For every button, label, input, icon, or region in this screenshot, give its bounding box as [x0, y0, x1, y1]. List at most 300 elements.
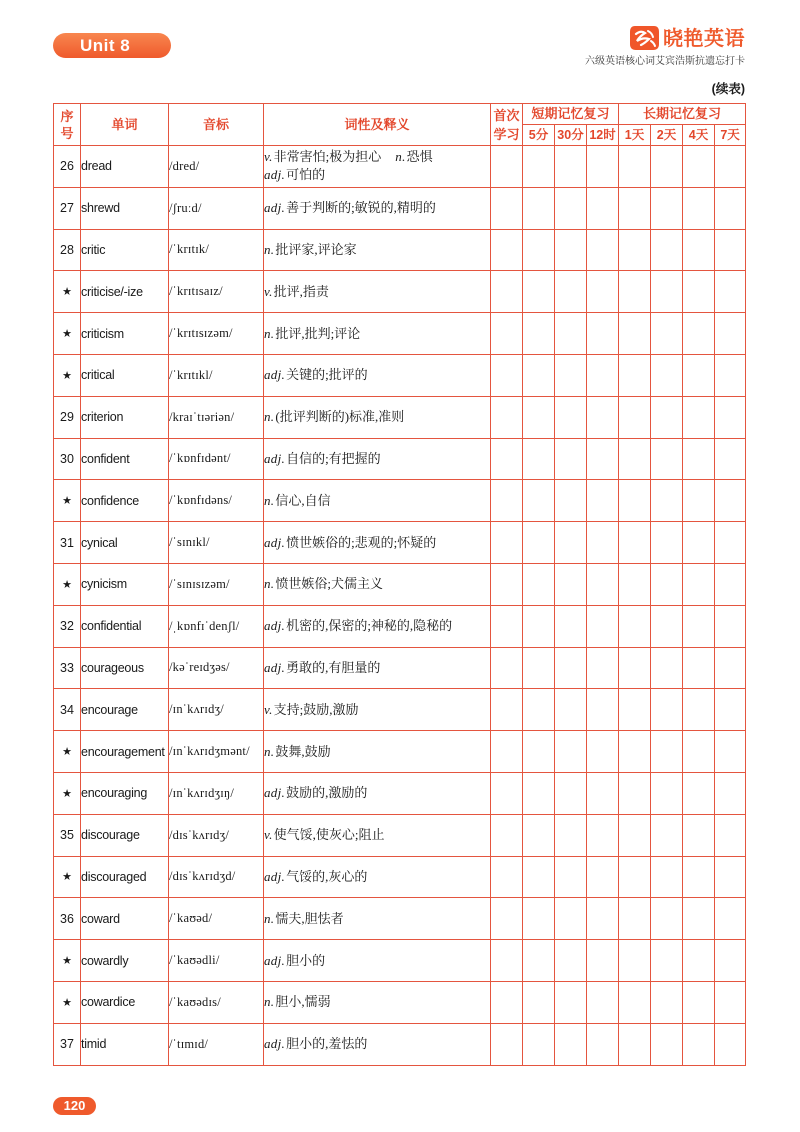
- definition-text: 信心,自信: [275, 492, 331, 508]
- continued-label: (续表): [711, 82, 745, 96]
- phonetic-cell: /ˈkaʊəd/: [169, 898, 264, 940]
- review-check-cell: [587, 856, 619, 898]
- review-check-cell: [587, 480, 619, 522]
- review-check-cell: [619, 229, 651, 271]
- review-check-cell: [619, 146, 651, 188]
- table-row: [54, 313, 746, 355]
- part-of-speech: adj.: [264, 450, 286, 466]
- col-header-word: 单词: [81, 104, 169, 146]
- definition-text: 非常害怕;极为担心: [273, 149, 382, 165]
- vocab-table: [53, 103, 746, 1066]
- review-check-cell: [587, 1023, 619, 1065]
- definition-line: [264, 826, 490, 844]
- definition-segment: [264, 326, 360, 341]
- review-check-cell: [523, 981, 555, 1023]
- review-check-cell: [491, 229, 523, 271]
- definition-segment: [264, 660, 380, 675]
- part-of-speech: v.: [264, 149, 273, 165]
- definition-text: 使气馁,使灰心;阻止: [273, 827, 385, 843]
- phonetic-cell: /ˈtɪmɪd/: [169, 1023, 264, 1065]
- table-row: [54, 396, 746, 438]
- review-check-cell: [651, 647, 683, 689]
- part-of-speech: adj.: [264, 200, 286, 216]
- review-check-cell: [683, 313, 715, 355]
- review-check-cell: [523, 313, 555, 355]
- review-check-cell: [587, 438, 619, 480]
- table-body: [54, 146, 746, 1066]
- interval-5min: 5分: [523, 125, 555, 146]
- definition-text: 批评,批判;评论: [275, 325, 361, 341]
- definition-cell: [264, 1023, 491, 1065]
- table-row: [54, 981, 746, 1023]
- interval-30min: 30分: [555, 125, 587, 146]
- phonetic-cell: /ˈkrɪtɪkl/: [169, 354, 264, 396]
- definition-line: [264, 199, 490, 217]
- row-number: 34: [54, 689, 81, 731]
- definition-cell: [264, 731, 491, 773]
- row-number: 32: [54, 605, 81, 647]
- review-check-cell: [651, 856, 683, 898]
- word-cell: timid: [81, 1023, 169, 1065]
- definition-cell: [264, 981, 491, 1023]
- definition-line: [264, 868, 490, 886]
- review-check-cell: [715, 898, 746, 940]
- review-check-cell: [683, 396, 715, 438]
- part-of-speech: adj.: [264, 868, 286, 884]
- interval-7day: 7天: [715, 125, 746, 146]
- review-check-cell: [619, 981, 651, 1023]
- derived-word-star-icon: ★: [54, 271, 81, 313]
- review-check-cell: [555, 229, 587, 271]
- review-check-cell: [683, 146, 715, 188]
- review-check-cell: [619, 940, 651, 982]
- part-of-speech: adj.: [264, 785, 286, 801]
- definition-line: [264, 283, 490, 301]
- table-row: [54, 647, 746, 689]
- review-check-cell: [491, 522, 523, 564]
- row-number: 28: [54, 229, 81, 271]
- table-row: [54, 856, 746, 898]
- review-check-cell: [651, 313, 683, 355]
- review-check-cell: [619, 354, 651, 396]
- definition-cell: [264, 354, 491, 396]
- table-row: [54, 731, 746, 773]
- interval-12h: 12时: [587, 125, 619, 146]
- word-cell: dread: [81, 146, 169, 188]
- col-header-long-term-review: 长期记忆复习: [619, 104, 746, 125]
- review-check-cell: [683, 772, 715, 814]
- phonetic-cell: /ʃruːd/: [169, 187, 264, 229]
- review-check-cell: [587, 731, 619, 773]
- unit-label: Unit 8: [53, 33, 171, 58]
- review-check-cell: [555, 522, 587, 564]
- phonetic-cell: /ˈsɪnɪsɪzəm/: [169, 563, 264, 605]
- table-row: [54, 438, 746, 480]
- word-cell: courageous: [81, 647, 169, 689]
- review-check-cell: [651, 898, 683, 940]
- word-cell: critic: [81, 229, 169, 271]
- word-cell: confidential: [81, 605, 169, 647]
- review-check-cell: [523, 898, 555, 940]
- definition-cell: [264, 772, 491, 814]
- word-cell: discourage: [81, 814, 169, 856]
- review-check-cell: [619, 480, 651, 522]
- definition-segment: [264, 618, 452, 633]
- review-check-cell: [651, 1023, 683, 1065]
- definition-cell: [264, 605, 491, 647]
- review-check-cell: [491, 981, 523, 1023]
- part-of-speech: n.: [395, 149, 406, 165]
- definition-segment: [264, 911, 344, 926]
- review-check-cell: [715, 438, 746, 480]
- review-check-cell: [683, 981, 715, 1023]
- review-check-cell: [651, 563, 683, 605]
- definition-text: 胆小的,羞怯的: [286, 1036, 368, 1052]
- review-check-cell: [523, 1023, 555, 1065]
- review-check-cell: [683, 731, 715, 773]
- col-header-short-term-review: 短期记忆复习: [523, 104, 619, 125]
- review-check-cell: [619, 856, 651, 898]
- review-check-cell: [715, 480, 746, 522]
- definition-segment: [264, 409, 404, 424]
- definition-text: (批评判断的)标准,准则: [275, 409, 405, 425]
- definition-segment: [264, 953, 325, 968]
- review-check-cell: [715, 856, 746, 898]
- review-check-cell: [715, 354, 746, 396]
- part-of-speech: adj.: [264, 1036, 286, 1052]
- review-check-cell: [587, 605, 619, 647]
- definition-text: 机密的,保密的;神秘的,隐秘的: [286, 618, 453, 634]
- review-check-cell: [715, 647, 746, 689]
- definition-cell: [264, 563, 491, 605]
- review-check-cell: [651, 396, 683, 438]
- review-check-cell: [619, 522, 651, 564]
- brand-logo-icon: [629, 24, 660, 52]
- definition-cell: [264, 438, 491, 480]
- col-header-index-label: 序号: [60, 108, 74, 141]
- review-check-cell: [651, 146, 683, 188]
- review-check-cell: [651, 354, 683, 396]
- interval-1day: 1天: [619, 125, 651, 146]
- review-check-cell: [683, 229, 715, 271]
- review-check-cell: [651, 981, 683, 1023]
- review-check-cell: [715, 689, 746, 731]
- derived-word-star-icon: ★: [54, 480, 81, 522]
- definition-segment: [264, 167, 325, 182]
- word-cell: encourage: [81, 689, 169, 731]
- definition-line: [264, 617, 490, 635]
- part-of-speech: n.: [264, 910, 275, 926]
- phonetic-cell: /dɪsˈkʌrɪdʒd/: [169, 856, 264, 898]
- definition-cell: [264, 647, 491, 689]
- review-check-cell: [587, 689, 619, 731]
- review-check-cell: [555, 689, 587, 731]
- row-number: 27: [54, 187, 81, 229]
- definition-cell: [264, 898, 491, 940]
- review-check-cell: [555, 981, 587, 1023]
- review-check-cell: [715, 522, 746, 564]
- review-check-cell: [683, 1023, 715, 1065]
- definition-segment: [395, 149, 432, 164]
- review-check-cell: [619, 689, 651, 731]
- part-of-speech: adj.: [264, 659, 286, 675]
- definition-text: 鼓舞,鼓励: [275, 743, 331, 759]
- definition-text: 批评,指责: [273, 283, 329, 299]
- part-of-speech: v.: [264, 283, 273, 299]
- row-number: 37: [54, 1023, 81, 1065]
- part-of-speech: n.: [264, 241, 275, 257]
- review-check-cell: [683, 187, 715, 229]
- review-check-cell: [715, 731, 746, 773]
- table-row: [54, 898, 746, 940]
- derived-word-star-icon: ★: [54, 563, 81, 605]
- definition-line: [264, 534, 490, 552]
- review-check-cell: [715, 187, 746, 229]
- definition-line: [264, 701, 490, 719]
- table-header: [54, 104, 746, 146]
- phonetic-cell: /ˈkaʊədli/: [169, 940, 264, 982]
- part-of-speech: n.: [264, 492, 275, 508]
- definition-cell: [264, 689, 491, 731]
- phonetic-cell: /ˈkrɪtɪsɪzəm/: [169, 313, 264, 355]
- definition-text: 鼓励的,激励的: [286, 785, 368, 801]
- review-check-cell: [555, 940, 587, 982]
- definition-text: 胆小,懦弱: [275, 994, 331, 1010]
- definition-segment: [264, 869, 367, 884]
- review-check-cell: [683, 898, 715, 940]
- review-check-cell: [651, 522, 683, 564]
- table-row: [54, 605, 746, 647]
- word-cell: coward: [81, 898, 169, 940]
- definition-cell: [264, 271, 491, 313]
- brand-logo: [629, 24, 745, 52]
- review-check-cell: [715, 146, 746, 188]
- review-check-cell: [555, 563, 587, 605]
- review-check-cell: [555, 480, 587, 522]
- definition-segment: [264, 744, 331, 759]
- definition-line: [264, 148, 490, 166]
- review-check-cell: [651, 187, 683, 229]
- review-check-cell: [651, 731, 683, 773]
- interval-2day: 2天: [651, 125, 683, 146]
- review-check-cell: [715, 229, 746, 271]
- review-check-cell: [587, 898, 619, 940]
- phonetic-cell: /ˈkɒnfɪdənt/: [169, 438, 264, 480]
- definition-line: [264, 450, 490, 468]
- phonetic-cell: /dred/: [169, 146, 264, 188]
- word-cell: critical: [81, 354, 169, 396]
- review-check-cell: [555, 605, 587, 647]
- review-check-cell: [683, 522, 715, 564]
- review-check-cell: [619, 396, 651, 438]
- review-check-cell: [491, 772, 523, 814]
- review-check-cell: [523, 647, 555, 689]
- part-of-speech: n.: [264, 743, 275, 759]
- definition-segment: [264, 827, 385, 842]
- definition-line: [264, 492, 490, 510]
- definition-segment: [264, 576, 383, 591]
- review-check-cell: [619, 271, 651, 313]
- review-check-cell: [619, 438, 651, 480]
- review-check-cell: [715, 981, 746, 1023]
- table-row: [54, 563, 746, 605]
- word-cell: cynical: [81, 522, 169, 564]
- phonetic-cell: /kraɪˈtɪəriən/: [169, 396, 264, 438]
- review-check-cell: [491, 856, 523, 898]
- phonetic-cell: /ˈkrɪtɪsaɪz/: [169, 271, 264, 313]
- definition-segment: [264, 702, 359, 717]
- definition-line: [264, 408, 490, 426]
- review-check-cell: [555, 396, 587, 438]
- definition-text: 关键的;批评的: [286, 367, 368, 383]
- part-of-speech: v.: [264, 701, 273, 717]
- table-row: [54, 772, 746, 814]
- review-check-cell: [587, 187, 619, 229]
- review-check-cell: [491, 689, 523, 731]
- review-check-cell: [523, 146, 555, 188]
- part-of-speech: v.: [264, 827, 273, 843]
- review-check-cell: [651, 940, 683, 982]
- row-number: 36: [54, 898, 81, 940]
- review-check-cell: [491, 187, 523, 229]
- table-row: [54, 146, 746, 188]
- phonetic-cell: /ɪnˈkʌrɪdʒmənt/: [169, 731, 264, 773]
- page-number: 120: [53, 1097, 96, 1115]
- phonetic-cell: /ɪnˈkʌrɪdʒɪŋ/: [169, 772, 264, 814]
- word-cell: criterion: [81, 396, 169, 438]
- col-header-definition: 词性及释义: [264, 104, 491, 146]
- part-of-speech: adj.: [264, 618, 286, 634]
- definition-line: [264, 1035, 490, 1053]
- col-header-index: [54, 104, 81, 146]
- review-check-cell: [523, 940, 555, 982]
- review-check-cell: [491, 814, 523, 856]
- review-check-cell: [523, 354, 555, 396]
- review-check-cell: [491, 396, 523, 438]
- definition-segment: [264, 994, 331, 1009]
- phonetic-cell: /ˈsɪnɪkl/: [169, 522, 264, 564]
- review-check-cell: [619, 772, 651, 814]
- table-row: [54, 354, 746, 396]
- review-check-cell: [715, 396, 746, 438]
- review-check-cell: [587, 313, 619, 355]
- review-check-cell: [523, 689, 555, 731]
- definition-cell: [264, 313, 491, 355]
- word-cell: shrewd: [81, 187, 169, 229]
- header-row: [54, 104, 746, 125]
- review-check-cell: [587, 354, 619, 396]
- review-check-cell: [555, 898, 587, 940]
- definition-text: 可怕的: [286, 167, 326, 183]
- word-cell: cowardly: [81, 940, 169, 982]
- definition-text: 懦夫,胆怯者: [275, 910, 344, 926]
- review-check-cell: [587, 647, 619, 689]
- definition-cell: [264, 396, 491, 438]
- definition-text: 胆小的: [286, 952, 326, 968]
- review-check-cell: [555, 772, 587, 814]
- definition-segment: [264, 785, 367, 800]
- review-check-cell: [683, 563, 715, 605]
- review-check-cell: [715, 772, 746, 814]
- part-of-speech: adj.: [264, 167, 286, 183]
- derived-word-star-icon: ★: [54, 940, 81, 982]
- review-check-cell: [619, 605, 651, 647]
- review-check-cell: [683, 647, 715, 689]
- review-check-cell: [491, 731, 523, 773]
- word-cell: encouragement: [81, 731, 169, 773]
- derived-word-star-icon: ★: [54, 731, 81, 773]
- review-check-cell: [683, 354, 715, 396]
- review-check-cell: [683, 271, 715, 313]
- phonetic-cell: /ˌkɒnfɪˈdenʃl/: [169, 605, 264, 647]
- review-check-cell: [523, 480, 555, 522]
- review-check-cell: [587, 981, 619, 1023]
- review-check-cell: [523, 187, 555, 229]
- review-check-cell: [587, 146, 619, 188]
- definition-text: 勇敢的,有胆量的: [286, 659, 381, 675]
- part-of-speech: n.: [264, 325, 275, 341]
- review-check-cell: [715, 271, 746, 313]
- definition-segment: [264, 284, 329, 299]
- table-row: [54, 187, 746, 229]
- definition-line: [264, 241, 490, 259]
- word-cell: criticise/-ize: [81, 271, 169, 313]
- review-check-cell: [715, 313, 746, 355]
- review-check-cell: [651, 271, 683, 313]
- part-of-speech: adj.: [264, 534, 286, 550]
- review-check-cell: [587, 229, 619, 271]
- definition-line: [264, 784, 490, 802]
- review-check-cell: [523, 396, 555, 438]
- part-of-speech: adj.: [264, 367, 286, 383]
- word-cell: encouraging: [81, 772, 169, 814]
- review-check-cell: [555, 856, 587, 898]
- phonetic-cell: /ɪnˈkʌrɪdʒ/: [169, 689, 264, 731]
- definition-line: [264, 575, 490, 593]
- review-check-cell: [683, 480, 715, 522]
- definition-cell: [264, 146, 491, 188]
- definition-line: [264, 993, 490, 1011]
- definition-text: 愤世嫉俗;犬儒主义: [275, 576, 383, 592]
- definition-segment: [264, 493, 331, 508]
- derived-word-star-icon: ★: [54, 313, 81, 355]
- review-check-cell: [651, 229, 683, 271]
- interval-4day: 4天: [683, 125, 715, 146]
- definition-text: 恐惧: [406, 149, 433, 165]
- review-check-cell: [587, 522, 619, 564]
- review-check-cell: [715, 814, 746, 856]
- definition-text: 批评家,评论家: [275, 241, 357, 257]
- review-check-cell: [619, 647, 651, 689]
- review-check-cell: [491, 898, 523, 940]
- review-check-cell: [683, 814, 715, 856]
- review-check-cell: [683, 689, 715, 731]
- review-check-cell: [523, 271, 555, 313]
- review-check-cell: [491, 480, 523, 522]
- table-row: [54, 229, 746, 271]
- table-row: [54, 940, 746, 982]
- review-check-cell: [715, 605, 746, 647]
- part-of-speech: n.: [264, 409, 275, 425]
- review-check-cell: [651, 438, 683, 480]
- definition-cell: [264, 856, 491, 898]
- review-check-cell: [555, 271, 587, 313]
- derived-word-star-icon: ★: [54, 772, 81, 814]
- review-check-cell: [715, 940, 746, 982]
- definition-line: [264, 910, 490, 928]
- col-header-first-study: [491, 104, 523, 146]
- review-check-cell: [555, 187, 587, 229]
